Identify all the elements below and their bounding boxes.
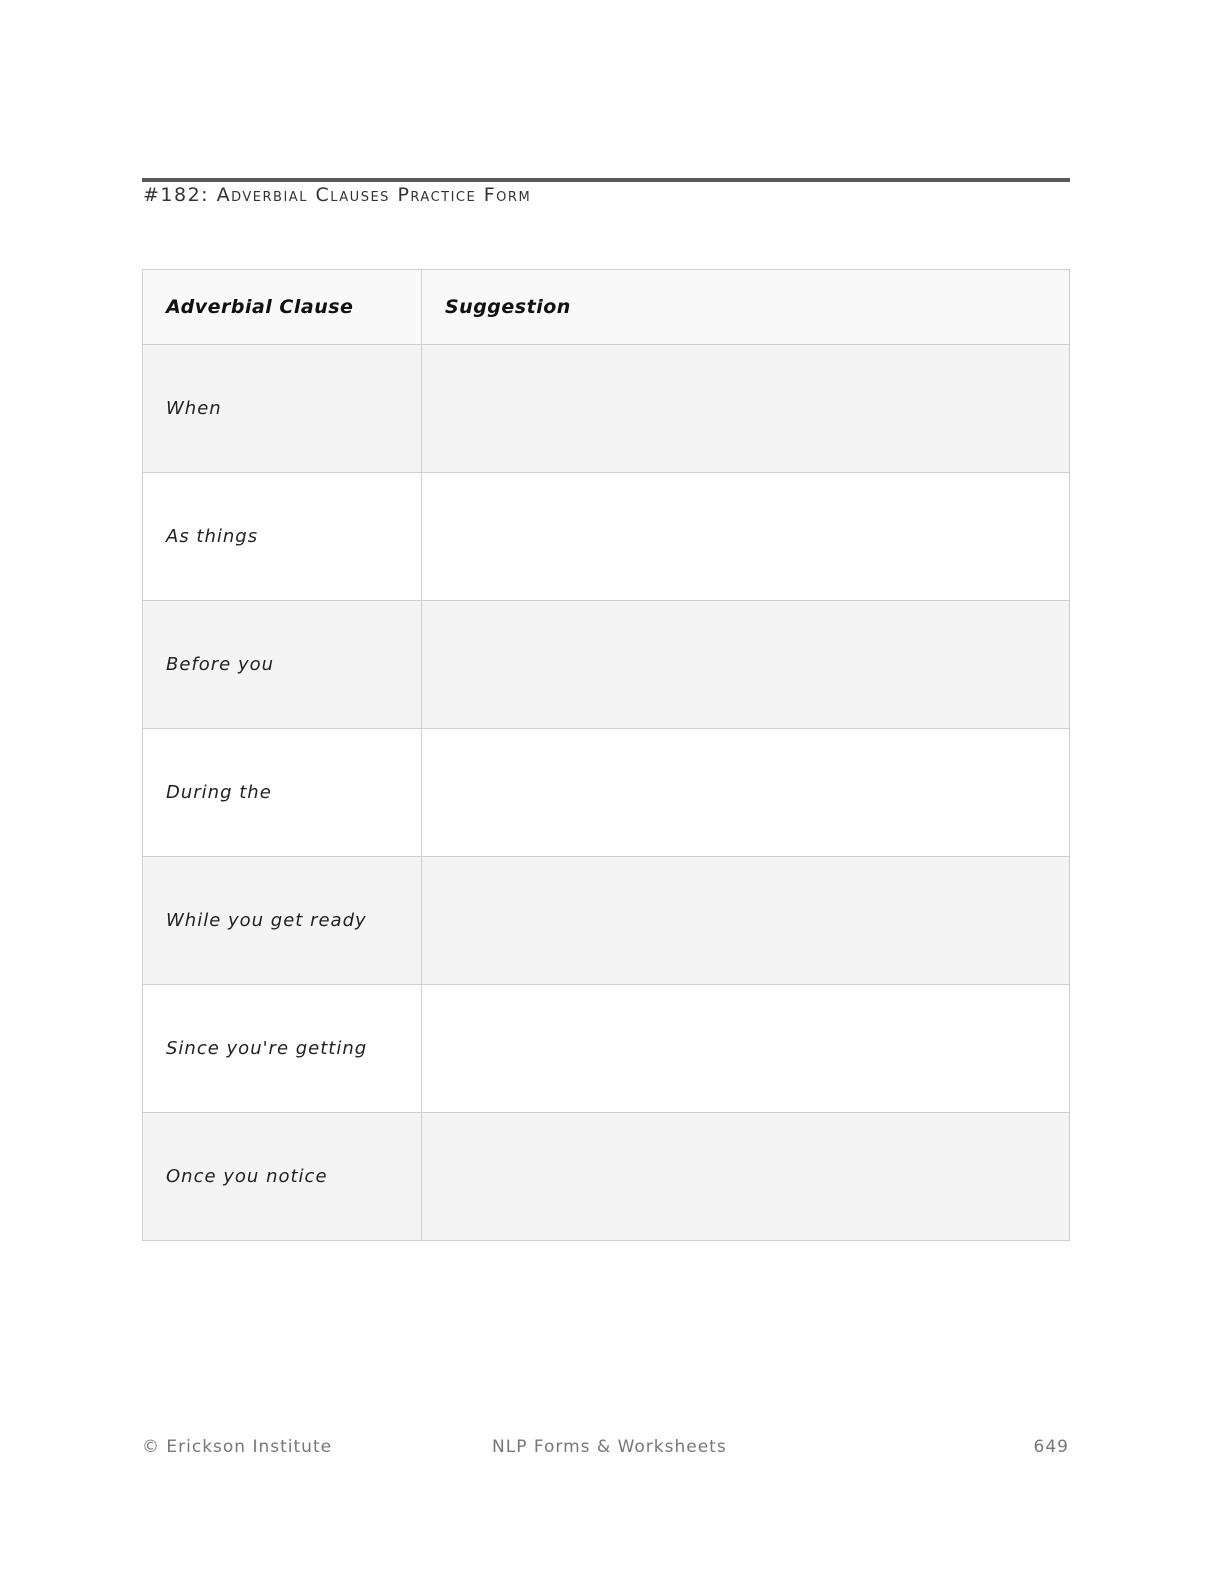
table-row [143,985,1070,1113]
table-row [143,729,1070,857]
suggestion-cell[interactable] [422,857,1070,985]
table-row [143,1113,1070,1241]
table-row [143,601,1070,729]
table-header-row [143,270,1070,345]
clause-cell: Before you [143,601,422,729]
suggestion-cell[interactable] [422,729,1070,857]
suggestion-cell[interactable] [422,601,1070,729]
clause-cell: Once you notice [143,1113,422,1241]
practice-table [142,269,1070,1241]
clause-cell: While you get ready [143,857,422,985]
clause-cell: When [143,345,422,473]
page-title: #182: Adverbial Clauses Practice Form [143,184,532,206]
table-row [143,473,1070,601]
header-rule [142,178,1070,182]
suggestion-cell[interactable] [422,473,1070,601]
clause-cell: As things [143,473,422,601]
clause-cell: Since you're getting [143,985,422,1113]
column-header-suggestion: Suggestion [422,270,1070,345]
footer-book-title: NLP Forms & Worksheets [492,1437,727,1457]
suggestion-cell[interactable] [422,985,1070,1113]
table-row [143,857,1070,985]
clause-cell: During the [143,729,422,857]
suggestion-cell[interactable] [422,1113,1070,1241]
footer-copyright: © Erickson Institute [142,1437,333,1457]
footer-page-number: 649 [1033,1437,1069,1457]
suggestion-cell[interactable] [422,345,1070,473]
column-header-clause: Adverbial Clause [143,270,422,345]
table-row [143,345,1070,473]
